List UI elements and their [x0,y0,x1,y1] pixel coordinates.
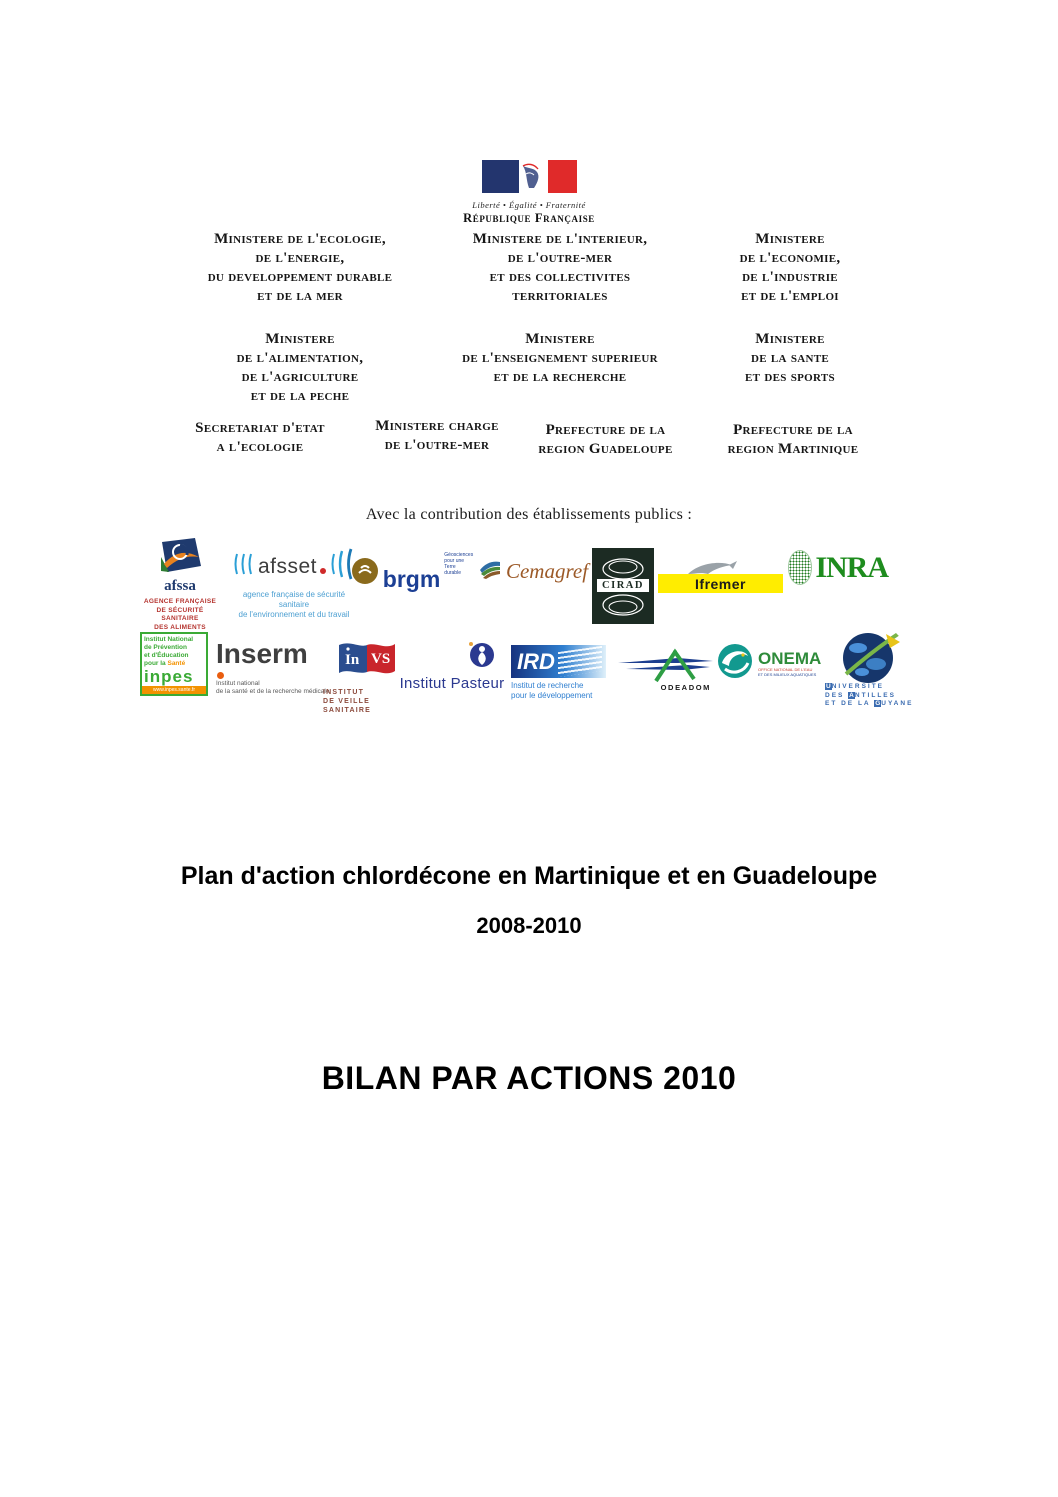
french-flag-icon [482,160,577,198]
invs-subtitle-line: INSTITUT [323,689,365,696]
uag-line-text: UYANE [881,700,914,707]
inserm-subtitle-line: de la santé et de la recherche médicale [216,688,330,695]
uag-boxed-letter: G [875,700,881,707]
ifremer-wordmark: Ifremer [695,575,746,592]
ministry-economie [670,230,910,306]
ministry-line: de l'energie, [255,250,345,266]
institut-pasteur-wordmark: Institut Pasteur [399,675,505,692]
inpes-wordmark: inpes [144,667,194,686]
institut-pasteur-logo [398,640,506,692]
ministry-line: et des collectivites [489,269,631,285]
cemagref-logo [478,558,588,585]
afssa-subtitle-line: DES ALIMENTS [154,623,206,631]
ird-sail-icon [558,646,602,677]
brgm-tagline: Géosciences pour une Terre durable [444,552,474,576]
ird-logo [511,645,609,701]
onema-fish-icon [716,642,754,685]
ministry-line: region Guadeloupe [538,441,673,457]
ministere-outre-mer [352,417,522,455]
ministry-enseignement [425,330,695,387]
ministry-line: du developpement durable [207,269,393,285]
uag-line-text: ET DE LA [825,700,875,707]
uag-line-text: NIVERSITE [831,683,885,690]
ministry-line: de l'agriculture [241,369,359,385]
ministry-line: Ministere de l'ecologie, [214,231,386,247]
inpes-line: et d'Éducation [144,652,189,659]
uag-boxed-letter: A [849,691,854,699]
cemagref-swoosh-icon [478,558,502,585]
ifremer-dolphin-icon [686,560,738,581]
ministry-line: et de la mer [257,288,343,304]
afsset-logo [228,548,360,620]
inpes-sante-word: Santé [167,660,186,667]
inserm-dot-icon [217,672,224,679]
ird-subtitle-line: pour le développement [511,691,593,700]
ministry-line: Ministere de l'interieur, [472,231,648,247]
ministry-line: de l'outre-mer [507,250,613,266]
cirad-wordmark: CIRAD [597,579,649,592]
ministry-line: de l'industrie [742,269,838,285]
onema-wordmark: ONEMA [758,648,822,668]
afsset-wordmark: afsset [257,554,318,578]
brgm-logo [352,552,472,590]
afssa-subtitle-line: DE SÉCURITÉ SANITAIRE [156,606,204,622]
ird-wordmark: IRD [517,648,555,674]
ministry-line: et de la peche [250,388,350,404]
svg-text:VS: VS [371,651,391,667]
onema-subtitle-line: OFFICE NATIONAL DE L'EAU [758,666,813,672]
odeadom-wordmark: ODEADOM [660,683,711,692]
onema-subtitle-line: ET DES MILIEUX AQUATIQUES [758,671,817,677]
inra-sphere-icon [788,550,812,585]
republic-motto: Liberté • Égalité • Fraternité [472,200,586,210]
ministry-line: Ministere [755,331,825,347]
afsset-waves-left-icon [233,551,255,582]
afssa-icon [157,562,203,579]
inpes-line-part: pour la [144,660,168,667]
ministry-line: Prefecture de la [733,422,853,438]
prefecture-martinique [703,421,883,459]
ministry-line: de l'outre-mer [384,437,490,453]
ministry-line: Ministere [525,331,595,347]
ministry-line: de la sante [750,350,830,366]
ministry-line: Ministere [755,231,825,247]
ministry-line: et des sports [745,369,835,385]
brgm-wordmark: brgm [382,566,441,592]
ministry-line: a l'ecologie [216,439,304,455]
ministry-line: de l'enseignement superieur [462,350,658,366]
uag-line-text: DES [825,691,849,699]
inpes-url: www.inpes.sante.fr [142,686,206,694]
onema-logo [716,642,824,685]
ministry-line: et de la recherche [493,369,627,385]
invs-subtitle [323,688,411,715]
uag-wordmark [823,683,918,709]
cemagref-wordmark: Cemagref [505,559,589,583]
afsset-dot-icon [320,568,326,574]
afsset-subtitle [228,590,360,620]
ministry-sante [670,330,910,387]
ird-emblem [511,645,606,678]
secretariat-etat-ecologie [150,419,370,457]
cirad-emblem [592,548,654,624]
inpes-box [140,632,208,696]
uag-boxed-letter: U [826,683,831,690]
ministry-interieur [425,230,695,306]
contribution-line: Avec la contribution des établissements publics : [365,506,693,523]
inpes-line: de Prévention [144,644,187,651]
inpes-logo [140,632,208,696]
ifremer-bar [658,574,783,593]
uag-line [825,692,918,701]
universite-antilles-guyane-logo [823,630,918,709]
ministry-line: Ministere charge [375,418,499,434]
republique-francaise-block [0,160,1058,226]
afsset-subtitle-line: agence française de sécurité sanitaire [242,590,346,609]
ird-subtitle-line: Institut de recherche [511,681,584,690]
prefecture-guadeloupe [518,421,693,459]
afsset-subtitle-line: de l'environnement et du travail [238,610,350,619]
report-title: BILAN PAR ACTIONS 2010 [321,1060,737,1096]
brgm-globe-icon [351,557,379,590]
ministry-ecologie [140,230,460,306]
invs-subtitle-line: DE VEILLE SANITAIRE [323,698,372,714]
ministry-line: de l'alimentation, [236,350,364,366]
uag-line [825,683,918,692]
ministry-alimentation [140,330,460,406]
institut-pasteur-icon [466,655,496,672]
document-title: Plan d'action chlordécone en Martinique et en Guadeloupe [180,862,878,890]
invs-flag-icon [334,651,400,684]
inserm-text: Inserm [216,638,308,669]
afssa-wordmark: afssa [164,578,196,594]
ministry-line: et de l'emploi [741,288,839,304]
afssa-subtitle-line: AGENCE FRANÇAISE [143,598,217,605]
uag-line [825,700,918,709]
odeadom-logo [617,648,715,692]
svg-text:In: In [345,652,360,668]
inra-logo [788,550,888,585]
inpes-line: Institut National [144,636,194,643]
ministry-line: Prefecture de la [545,422,666,438]
ministry-line: de l'economie, [739,250,841,266]
ministry-line: region Martinique [727,441,859,457]
inra-wordmark: INRA [815,550,888,584]
afssa-logo [140,537,220,632]
ifremer-logo [658,558,783,593]
ird-subtitle [511,681,609,701]
inserm-subtitle-line: Institut national [216,680,260,687]
ministry-line: territoriales [512,288,608,304]
document-period: 2008-2010 [476,913,582,938]
ministry-line: Ministere [265,331,335,347]
uag-line-text: NTILLES [854,691,896,699]
afssa-subtitle [140,598,220,632]
ministry-line: Secretariat d'etat [195,420,325,436]
republic-name: République Française [463,211,595,225]
cirad-logo [592,548,654,624]
